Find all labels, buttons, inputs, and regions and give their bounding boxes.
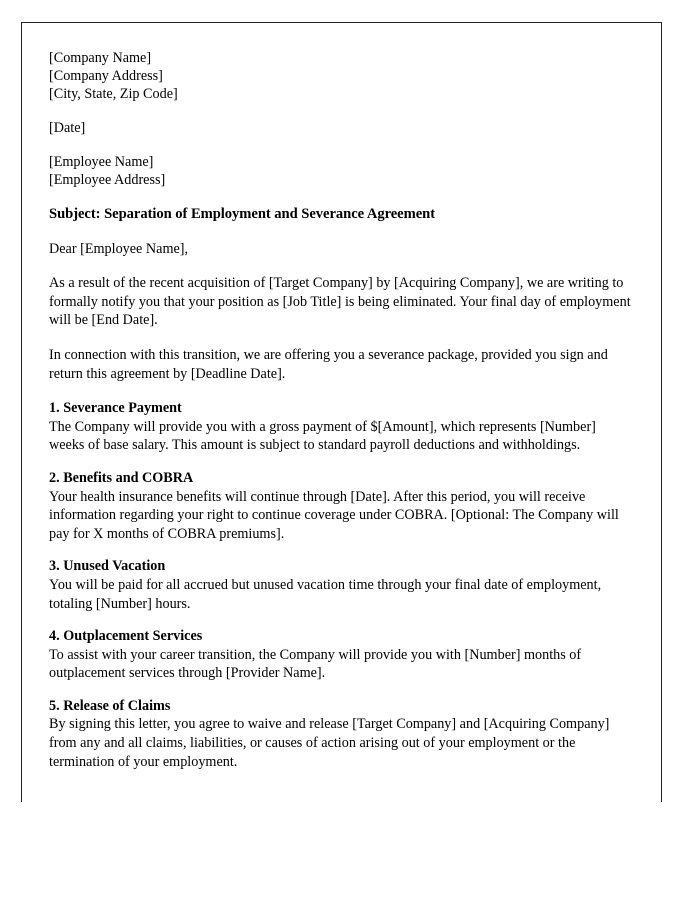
spacer [49,613,634,627]
section-severance-payment [49,399,634,455]
spacer [49,224,634,240]
salutation: Dear [Employee Name], [49,240,189,257]
recipient-address-block [49,153,634,189]
letter-content [49,49,634,771]
section-heading: 4. Outplacement Services [49,628,203,645]
section-unused-vacation [49,557,634,613]
section-heading: 5. Release of Claims [49,697,171,714]
sender-company-name: [Company Name] [49,50,152,66]
spacer [49,103,634,119]
document-page [21,22,662,802]
subject-line: Subject: Separation of Employment and Severance Agreement [49,206,436,222]
spacer [49,455,634,469]
section-body: By signing this letter, you agree to waive and release [Target Company] and [Acquiring Company] from any and all claims, liabilities, or causes of action arising out of your employment or the termination of your employment. [49,716,610,770]
section-body: To assist with your career transition, the Company will provide you with [Number] months of outplacement services through [Provider Name]. [49,646,582,682]
date-block [49,119,634,137]
section-heading: 2. Benefits and COBRA [49,469,194,486]
sender-address-block [49,49,634,103]
spacer [49,137,634,153]
intro-paragraph-2: In connection with this transition, we are offering you a severance package, provided you sign and return this agreement by [Deadline Date]. [49,346,608,382]
date-line: [Date] [49,120,86,136]
spacer [49,383,634,399]
section-outplacement-services [49,627,634,683]
section-heading: 3. Unused Vacation [49,558,166,575]
spacer [49,683,634,697]
sender-city-state-zip: [City, State, Zip Code] [49,86,178,102]
spacer [49,258,634,274]
section-body: You will be paid for all accrued but unused vacation time through your final date of employment, totaling [Number] hours. [49,576,602,612]
spacer [49,543,634,557]
section-heading: 1. Severance Payment [49,400,182,417]
section-body: The Company will provide you with a gross payment of $[Amount], which represents [Number] weeks of base salary. This amount is subject to standard payroll deductions and withholdings. [49,418,596,454]
intro-paragraph-1: As a result of the recent acquisition of [Target Company] by [Acquiring Company], we are writing to formally notify you that your position as [Job Title] is being eliminated. Your final day of employment will be [End Date]. [49,275,631,329]
section-body: Your health insurance benefits will continue through [Date]. After this period, you will receive information regarding your right to continue coverage under COBRA. [Optional: The Company will pay for X months of COBRA premiums]. [49,488,619,542]
spacer [49,330,634,346]
spacer [49,189,634,205]
recipient-employee-name: [Employee Name] [49,154,154,170]
section-release-of-claims [49,697,634,771]
recipient-employee-address: [Employee Address] [49,172,166,188]
section-benefits-cobra [49,469,634,543]
sender-company-address: [Company Address] [49,68,163,84]
